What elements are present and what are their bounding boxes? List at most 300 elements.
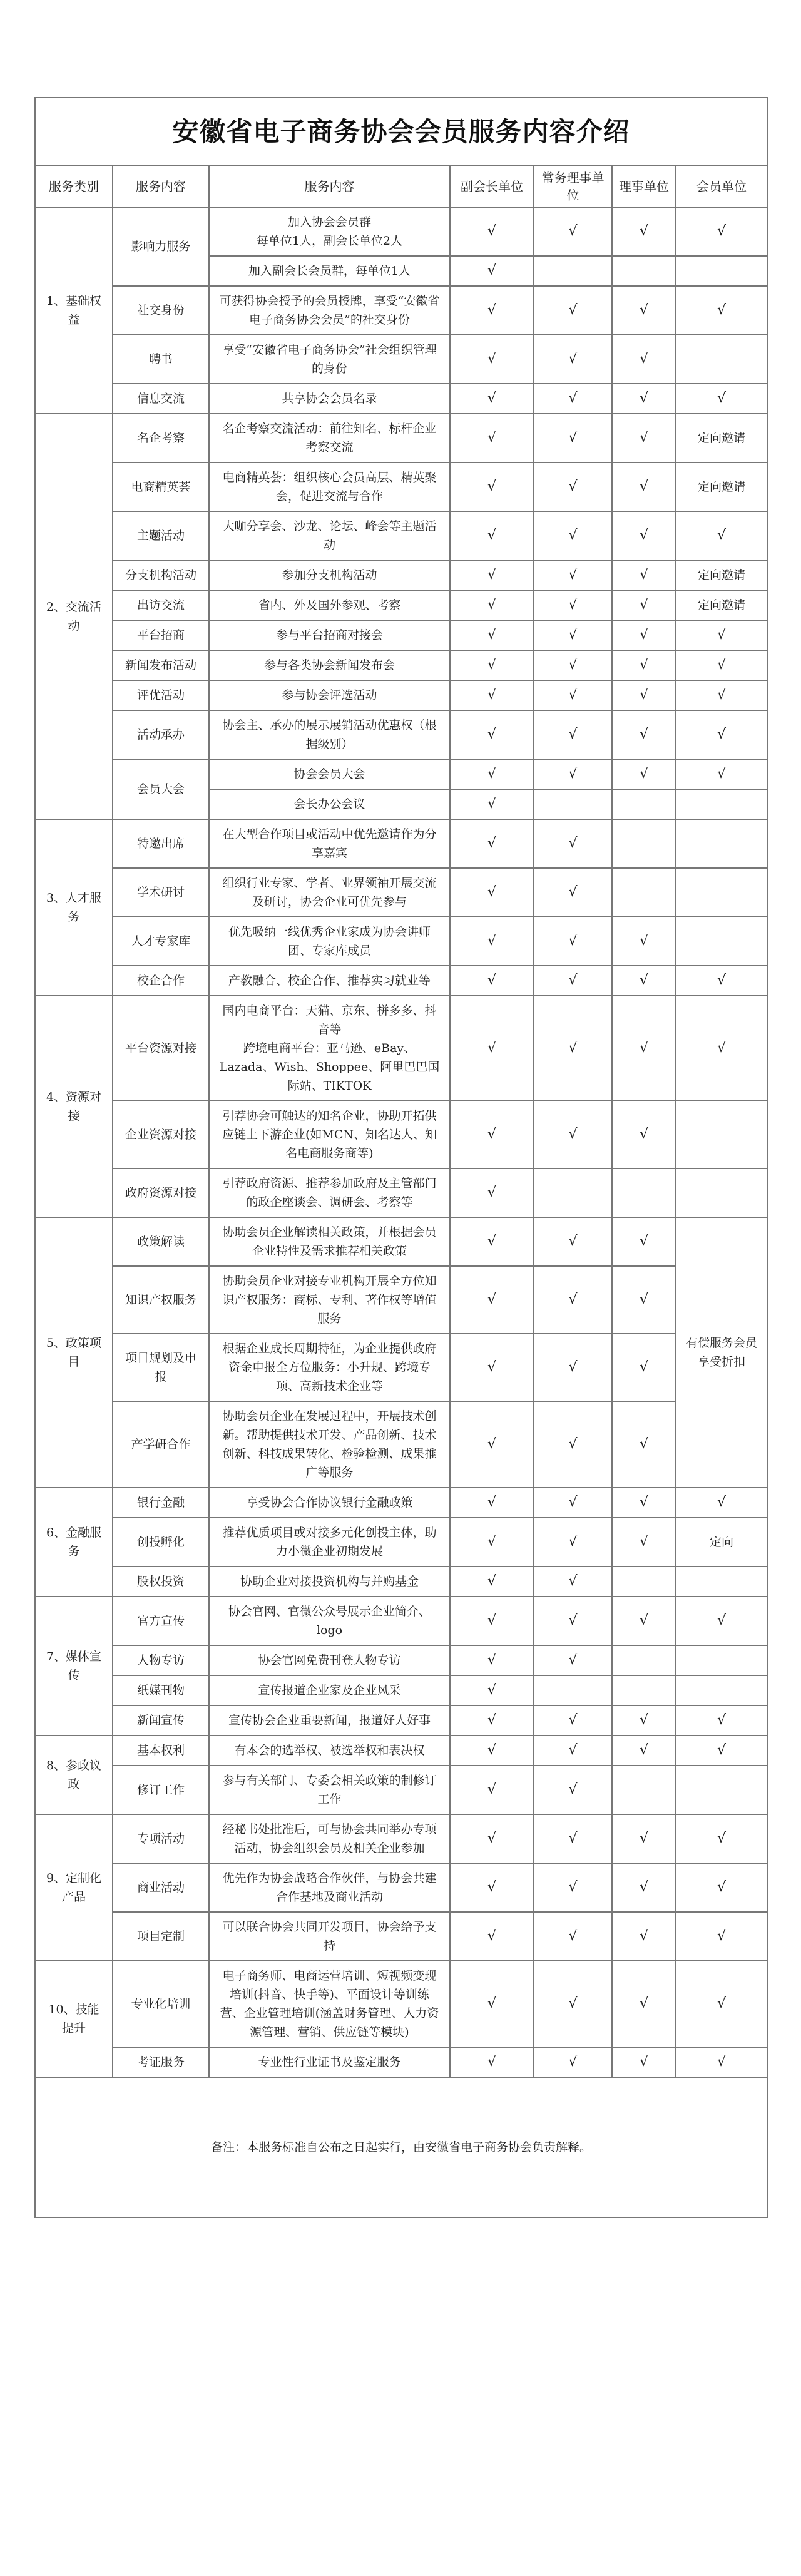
description-cell: 加入副会长会员群，每单位1人 bbox=[209, 256, 450, 286]
check-mark-cell: √ bbox=[534, 1961, 612, 2047]
check-mark-cell bbox=[612, 1766, 676, 1814]
check-mark-cell: √ bbox=[534, 1266, 612, 1334]
item-cell: 会员大会 bbox=[113, 759, 209, 819]
check-mark-cell bbox=[676, 1675, 767, 1705]
table-row bbox=[35, 1567, 767, 1597]
description-cell: 省内、外及国外参观、考察 bbox=[209, 590, 450, 620]
description-cell: 共享协会会员名录 bbox=[209, 384, 450, 414]
description-cell: 优先作为协会战略合作伙伴，与协会共建合作基地及商业活动 bbox=[209, 1863, 450, 1912]
description-cell: 宣传协会企业重要新闻，报道好人好事 bbox=[209, 1705, 450, 1735]
header-row bbox=[35, 166, 767, 207]
check-mark-cell: √ bbox=[534, 868, 612, 917]
check-mark-cell: √ bbox=[450, 680, 534, 710]
check-mark-cell: √ bbox=[534, 1567, 612, 1597]
check-mark-cell: √ bbox=[450, 414, 534, 463]
item-cell: 专业化培训 bbox=[113, 1961, 209, 2047]
description-cell: 协助会员企业对接专业机构开展全方位知识产权服务：商标、专利、著作权等增值服务 bbox=[209, 1266, 450, 1334]
services-document bbox=[34, 97, 767, 2218]
check-mark-cell: √ bbox=[676, 996, 767, 1101]
table-row bbox=[35, 966, 767, 996]
table-row bbox=[35, 1518, 767, 1567]
check-mark-cell: √ bbox=[534, 1217, 612, 1266]
check-mark-cell: √ bbox=[534, 710, 612, 759]
check-mark-cell: √ bbox=[676, 384, 767, 414]
check-mark-cell: √ bbox=[450, 1814, 534, 1863]
check-mark-cell: √ bbox=[450, 286, 534, 335]
footer-note: 备注：本服务标准自公布之日起实行，由安徽省电子商务协会负责解释。 bbox=[35, 2077, 767, 2217]
table-row bbox=[35, 1814, 767, 1863]
check-mark-cell: √ bbox=[534, 511, 612, 560]
table-row bbox=[35, 1101, 767, 1168]
scope-note-cell: 定向邀请 bbox=[676, 463, 767, 511]
table-row bbox=[35, 463, 767, 511]
table-row bbox=[35, 917, 767, 966]
item-cell: 学术研讨 bbox=[113, 868, 209, 917]
check-mark-cell: √ bbox=[676, 680, 767, 710]
check-mark-cell: √ bbox=[534, 1705, 612, 1735]
check-mark-cell: √ bbox=[612, 463, 676, 511]
check-mark-cell: √ bbox=[534, 650, 612, 680]
description-cell: 大咖分享会、沙龙、论坛、峰会等主题活动 bbox=[209, 511, 450, 560]
check-mark-cell: √ bbox=[612, 917, 676, 966]
description-cell: 参与协会评选活动 bbox=[209, 680, 450, 710]
check-mark-cell: √ bbox=[676, 1961, 767, 2047]
check-mark-cell: √ bbox=[612, 1735, 676, 1766]
description-cell: 参加分支机构活动 bbox=[209, 560, 450, 590]
category-cell: 5、政策项目 bbox=[35, 1217, 113, 1488]
description-cell: 专业性行业证书及鉴定服务 bbox=[209, 2047, 450, 2077]
check-mark-cell: √ bbox=[612, 996, 676, 1101]
check-mark-cell: √ bbox=[676, 1597, 767, 1645]
check-mark-cell bbox=[534, 256, 612, 286]
description-cell: 协会会员大会 bbox=[209, 759, 450, 789]
header-executive-director-unit: 常务理事单位 bbox=[534, 166, 612, 207]
check-mark-cell: √ bbox=[450, 2047, 534, 2077]
table-row bbox=[35, 868, 767, 917]
header-category: 服务类别 bbox=[35, 166, 113, 207]
check-mark-cell bbox=[612, 256, 676, 286]
check-mark-cell: √ bbox=[450, 463, 534, 511]
check-mark-cell bbox=[676, 789, 767, 819]
check-mark-cell: √ bbox=[534, 590, 612, 620]
check-mark-cell bbox=[612, 1168, 676, 1217]
item-cell: 官方宣传 bbox=[113, 1597, 209, 1645]
item-cell: 名企考察 bbox=[113, 414, 209, 463]
check-mark-cell: √ bbox=[450, 650, 534, 680]
check-mark-cell: √ bbox=[612, 710, 676, 759]
header-member-unit: 会员单位 bbox=[676, 166, 767, 207]
check-mark-cell bbox=[612, 1567, 676, 1597]
table-row bbox=[35, 286, 767, 335]
table-row bbox=[35, 1334, 767, 1401]
check-mark-cell: √ bbox=[534, 620, 612, 650]
check-mark-cell: √ bbox=[534, 917, 612, 966]
check-mark-cell: √ bbox=[612, 207, 676, 256]
check-mark-cell: √ bbox=[450, 789, 534, 819]
check-mark-cell: √ bbox=[450, 590, 534, 620]
scope-note-cell: 定向邀请 bbox=[676, 414, 767, 463]
header-director-unit: 理事单位 bbox=[612, 166, 676, 207]
check-mark-cell: √ bbox=[612, 620, 676, 650]
description-cell: 享受协会合作协议银行金融政策 bbox=[209, 1488, 450, 1518]
check-mark-cell: √ bbox=[450, 710, 534, 759]
item-cell: 新闻宣传 bbox=[113, 1705, 209, 1735]
check-mark-cell: √ bbox=[534, 1101, 612, 1168]
item-cell: 基本权利 bbox=[113, 1735, 209, 1766]
check-mark-cell: √ bbox=[676, 759, 767, 789]
scope-note-cell: 定向 bbox=[676, 1518, 767, 1567]
check-mark-cell: √ bbox=[450, 1766, 534, 1814]
description-cell: 产教融合、校企合作、推荐实习就业等 bbox=[209, 966, 450, 996]
description-cell: 经秘书处批准后，可与协会共同举办专项活动，协会组织会员及相关企业参加 bbox=[209, 1814, 450, 1863]
check-mark-cell: √ bbox=[676, 966, 767, 996]
check-mark-cell: √ bbox=[534, 680, 612, 710]
description-cell: 协会官网免费刊登人物专访 bbox=[209, 1645, 450, 1675]
check-mark-cell: √ bbox=[534, 1863, 612, 1912]
check-mark-cell: √ bbox=[612, 966, 676, 996]
check-mark-cell: √ bbox=[450, 1488, 534, 1518]
description-cell: 引荐政府资源、推荐参加政府及主管部门的政企座谈会、调研会、考察等 bbox=[209, 1168, 450, 1217]
description-cell: 可以联合协会共同开发项目，协会给予支持 bbox=[209, 1912, 450, 1961]
check-mark-cell: √ bbox=[534, 1401, 612, 1488]
check-mark-cell: √ bbox=[534, 560, 612, 590]
check-mark-cell: √ bbox=[450, 207, 534, 256]
check-mark-cell bbox=[676, 335, 767, 384]
item-cell: 特邀出席 bbox=[113, 819, 209, 868]
check-mark-cell: √ bbox=[676, 1912, 767, 1961]
item-cell: 影响力服务 bbox=[113, 207, 209, 286]
table-row bbox=[35, 1735, 767, 1766]
check-mark-cell: √ bbox=[676, 710, 767, 759]
check-mark-cell: √ bbox=[534, 1766, 612, 1814]
scope-note-cell: 定向邀请 bbox=[676, 590, 767, 620]
check-mark-cell bbox=[676, 819, 767, 868]
check-mark-cell: √ bbox=[534, 1735, 612, 1766]
check-mark-cell: √ bbox=[534, 286, 612, 335]
check-mark-cell: √ bbox=[612, 1401, 676, 1488]
check-mark-cell: √ bbox=[534, 207, 612, 256]
description-cell: 在大型合作项目或活动中优先邀请作为分享嘉宾 bbox=[209, 819, 450, 868]
item-cell: 考证服务 bbox=[113, 2047, 209, 2077]
header-vice-president-unit: 副会长单位 bbox=[450, 166, 534, 207]
table-row bbox=[35, 560, 767, 590]
check-mark-cell: √ bbox=[612, 1597, 676, 1645]
check-mark-cell: √ bbox=[612, 1334, 676, 1401]
check-mark-cell: √ bbox=[612, 511, 676, 560]
check-mark-cell: √ bbox=[612, 1961, 676, 2047]
check-mark-cell: √ bbox=[450, 620, 534, 650]
check-mark-cell: √ bbox=[534, 1597, 612, 1645]
check-mark-cell: √ bbox=[612, 1705, 676, 1735]
check-mark-cell bbox=[676, 917, 767, 966]
check-mark-cell: √ bbox=[612, 1912, 676, 1961]
check-mark-cell bbox=[612, 1675, 676, 1705]
check-mark-cell: √ bbox=[612, 1101, 676, 1168]
table-row bbox=[35, 1705, 767, 1735]
check-mark-cell: √ bbox=[450, 1168, 534, 1217]
check-mark-cell bbox=[612, 789, 676, 819]
description-cell: 可获得协会授予的会员授牌，享受“安徽省电子商务协会会员”的社交身份 bbox=[209, 286, 450, 335]
check-mark-cell: √ bbox=[612, 1863, 676, 1912]
category-cell: 1、基础权益 bbox=[35, 207, 113, 414]
check-mark-cell: √ bbox=[534, 1488, 612, 1518]
check-mark-cell: √ bbox=[612, 1266, 676, 1334]
table-row bbox=[35, 384, 767, 414]
description-cell: 组织行业专家、学者、业界领袖开展交流及研讨，协会企业可优先参与 bbox=[209, 868, 450, 917]
table-row bbox=[35, 335, 767, 384]
item-cell: 修订工作 bbox=[113, 1766, 209, 1814]
check-mark-cell bbox=[676, 1567, 767, 1597]
check-mark-cell: √ bbox=[450, 1567, 534, 1597]
check-mark-cell bbox=[534, 1168, 612, 1217]
check-mark-cell: √ bbox=[612, 759, 676, 789]
item-cell: 主题活动 bbox=[113, 511, 209, 560]
check-mark-cell: √ bbox=[450, 1645, 534, 1675]
check-mark-cell: √ bbox=[534, 966, 612, 996]
check-mark-cell: √ bbox=[676, 650, 767, 680]
item-cell: 商业活动 bbox=[113, 1863, 209, 1912]
table-row bbox=[35, 590, 767, 620]
category-cell: 4、资源对接 bbox=[35, 996, 113, 1217]
check-mark-cell: √ bbox=[450, 1863, 534, 1912]
check-mark-cell: √ bbox=[450, 759, 534, 789]
category-cell: 8、参政议政 bbox=[35, 1735, 113, 1814]
check-mark-cell: √ bbox=[450, 1675, 534, 1705]
check-mark-cell: √ bbox=[450, 256, 534, 286]
item-cell: 电商精英荟 bbox=[113, 463, 209, 511]
table-row bbox=[35, 2047, 767, 2077]
item-cell: 人才专家库 bbox=[113, 917, 209, 966]
check-mark-cell: √ bbox=[534, 1334, 612, 1401]
description-cell: 协助企业对接投资机构与并购基金 bbox=[209, 1567, 450, 1597]
description-cell: 推荐优质项目或对接多元化创投主体，助力小微企业初期发展 bbox=[209, 1518, 450, 1567]
item-cell: 信息交流 bbox=[113, 384, 209, 414]
check-mark-cell: √ bbox=[534, 759, 612, 789]
check-mark-cell: √ bbox=[450, 1735, 534, 1766]
item-cell: 社交身份 bbox=[113, 286, 209, 335]
check-mark-cell bbox=[676, 1766, 767, 1814]
description-cell: 参与平台招商对接会 bbox=[209, 620, 450, 650]
item-cell: 股权投资 bbox=[113, 1567, 209, 1597]
table-row bbox=[35, 1217, 767, 1266]
check-mark-cell: √ bbox=[450, 335, 534, 384]
check-mark-cell: √ bbox=[450, 917, 534, 966]
item-cell: 知识产权服务 bbox=[113, 1266, 209, 1334]
check-mark-cell: √ bbox=[450, 1217, 534, 1266]
item-cell: 创投孵化 bbox=[113, 1518, 209, 1567]
check-mark-cell: √ bbox=[612, 1814, 676, 1863]
check-mark-cell: √ bbox=[450, 1266, 534, 1334]
table-row bbox=[35, 1597, 767, 1645]
check-mark-cell: √ bbox=[676, 207, 767, 256]
category-cell: 9、定制化产品 bbox=[35, 1814, 113, 1961]
item-cell: 平台招商 bbox=[113, 620, 209, 650]
check-mark-cell: √ bbox=[534, 384, 612, 414]
item-cell: 政策解读 bbox=[113, 1217, 209, 1266]
check-mark-cell: √ bbox=[676, 1488, 767, 1518]
table-row bbox=[35, 1912, 767, 1961]
check-mark-cell bbox=[612, 1645, 676, 1675]
check-mark-cell: √ bbox=[450, 966, 534, 996]
scope-note-cell: 有偿服务会员享受折扣 bbox=[676, 1217, 767, 1488]
check-mark-cell: √ bbox=[450, 1912, 534, 1961]
check-mark-cell bbox=[534, 789, 612, 819]
check-mark-cell bbox=[612, 819, 676, 868]
check-mark-cell: √ bbox=[534, 819, 612, 868]
check-mark-cell: √ bbox=[450, 1101, 534, 1168]
table-row bbox=[35, 1645, 767, 1675]
check-mark-cell: √ bbox=[450, 511, 534, 560]
table-row bbox=[35, 414, 767, 463]
table-row bbox=[35, 1961, 767, 2047]
check-mark-cell: √ bbox=[534, 1645, 612, 1675]
table-row bbox=[35, 680, 767, 710]
item-cell: 纸媒刊物 bbox=[113, 1675, 209, 1705]
table-row bbox=[35, 620, 767, 650]
check-mark-cell: √ bbox=[676, 1705, 767, 1735]
table-row bbox=[35, 1266, 767, 1334]
table-row bbox=[35, 1401, 767, 1488]
check-mark-cell: √ bbox=[534, 335, 612, 384]
check-mark-cell: √ bbox=[612, 2047, 676, 2077]
check-mark-cell: √ bbox=[676, 511, 767, 560]
item-cell: 人物专访 bbox=[113, 1645, 209, 1675]
description-cell: 协助会员企业解读相关政策，并根据会员企业特性及需求推荐相关政策 bbox=[209, 1217, 450, 1266]
item-cell: 平台资源对接 bbox=[113, 996, 209, 1101]
category-cell: 10、技能提升 bbox=[35, 1961, 113, 2077]
table-row bbox=[35, 1766, 767, 1814]
check-mark-cell: √ bbox=[534, 1912, 612, 1961]
check-mark-cell: √ bbox=[450, 1705, 534, 1735]
check-mark-cell: √ bbox=[450, 1334, 534, 1401]
item-cell: 新闻发布活动 bbox=[113, 650, 209, 680]
check-mark-cell: √ bbox=[450, 1518, 534, 1567]
check-mark-cell: √ bbox=[450, 996, 534, 1101]
check-mark-cell bbox=[534, 1675, 612, 1705]
description-cell: 电商精英荟：组织核心会员高层、精英聚会，促进交流与合作 bbox=[209, 463, 450, 511]
category-cell: 2、交流活动 bbox=[35, 414, 113, 819]
page-title: 安徽省电子商务协会会员服务内容介绍 bbox=[35, 98, 767, 166]
description-cell: 参与有关部门、专委会相关政策的制修订工作 bbox=[209, 1766, 450, 1814]
check-mark-cell: √ bbox=[612, 335, 676, 384]
table-row bbox=[35, 1168, 767, 1217]
description-cell: 根据企业成长周期特征，为企业提供政府资金申报全方位服务：小升规、跨境专项、高新技术企业等 bbox=[209, 1334, 450, 1401]
table-row bbox=[35, 650, 767, 680]
item-cell: 评优活动 bbox=[113, 680, 209, 710]
category-cell: 3、人才服务 bbox=[35, 819, 113, 996]
check-mark-cell bbox=[612, 868, 676, 917]
table-row bbox=[35, 996, 767, 1101]
check-mark-cell: √ bbox=[676, 286, 767, 335]
description-cell: 有本会的选举权、被选举权和表决权 bbox=[209, 1735, 450, 1766]
table-row bbox=[35, 1863, 767, 1912]
item-cell: 项目定制 bbox=[113, 1912, 209, 1961]
table-row bbox=[35, 710, 767, 759]
item-cell: 聘书 bbox=[113, 335, 209, 384]
check-mark-cell: √ bbox=[676, 620, 767, 650]
item-cell: 企业资源对接 bbox=[113, 1101, 209, 1168]
description-cell: 协会主、承办的展示展销活动优惠权（根据级别） bbox=[209, 710, 450, 759]
check-mark-cell: √ bbox=[612, 590, 676, 620]
check-mark-cell: √ bbox=[534, 1518, 612, 1567]
check-mark-cell: √ bbox=[676, 2047, 767, 2077]
description-cell: 参与各类协会新闻发布会 bbox=[209, 650, 450, 680]
item-cell: 政府资源对接 bbox=[113, 1168, 209, 1217]
table-row bbox=[35, 207, 767, 256]
item-cell: 分支机构活动 bbox=[113, 560, 209, 590]
check-mark-cell: √ bbox=[534, 2047, 612, 2077]
check-mark-cell: √ bbox=[676, 1814, 767, 1863]
description-cell: 名企考察交流活动：前往知名、标杆企业考察交流 bbox=[209, 414, 450, 463]
check-mark-cell: √ bbox=[612, 384, 676, 414]
description-cell: 优先吸纳一线优秀企业家成为协会讲师团、专家库成员 bbox=[209, 917, 450, 966]
check-mark-cell: √ bbox=[676, 1863, 767, 1912]
check-mark-cell: √ bbox=[612, 680, 676, 710]
table-row bbox=[35, 1488, 767, 1518]
header-item: 服务内容 bbox=[113, 166, 209, 207]
check-mark-cell: √ bbox=[534, 1814, 612, 1863]
check-mark-cell: √ bbox=[612, 560, 676, 590]
check-mark-cell: √ bbox=[450, 868, 534, 917]
description-cell: 宣传报道企业家及企业风采 bbox=[209, 1675, 450, 1705]
check-mark-cell: √ bbox=[612, 650, 676, 680]
item-cell: 银行金融 bbox=[113, 1488, 209, 1518]
check-mark-cell bbox=[676, 1645, 767, 1675]
check-mark-cell: √ bbox=[450, 819, 534, 868]
table-row bbox=[35, 1675, 767, 1705]
table-row bbox=[35, 819, 767, 868]
check-mark-cell: √ bbox=[612, 1518, 676, 1567]
description-cell: 国内电商平台：天猫、京东、拼多多、抖音等 跨境电商平台：亚马逊、eBay、Lazada、Wish、Shoppee、阿里巴巴国际站、TIKTOK bbox=[209, 996, 450, 1101]
check-mark-cell: √ bbox=[450, 1401, 534, 1488]
check-mark-cell: √ bbox=[534, 996, 612, 1101]
check-mark-cell: √ bbox=[612, 286, 676, 335]
check-mark-cell bbox=[676, 1168, 767, 1217]
table-row bbox=[35, 511, 767, 560]
description-cell: 享受“安徽省电子商务协会”社会组织管理的身份 bbox=[209, 335, 450, 384]
check-mark-cell: √ bbox=[450, 1597, 534, 1645]
check-mark-cell: √ bbox=[612, 414, 676, 463]
table-row bbox=[35, 759, 767, 789]
check-mark-cell bbox=[676, 1101, 767, 1168]
description-cell: 会长办公会议 bbox=[209, 789, 450, 819]
check-mark-cell bbox=[676, 868, 767, 917]
check-mark-cell: √ bbox=[450, 1961, 534, 2047]
services-table bbox=[34, 97, 768, 2218]
check-mark-cell: √ bbox=[450, 560, 534, 590]
check-mark-cell: √ bbox=[676, 1735, 767, 1766]
check-mark-cell: √ bbox=[534, 463, 612, 511]
category-cell: 6、金融服务 bbox=[35, 1488, 113, 1597]
item-cell: 专项活动 bbox=[113, 1814, 209, 1863]
description-cell: 电子商务师、电商运营培训、短视频变现培训(抖音、快手等)、平面设计等训练营、企业管理培训(涵盖财务管理、人力资源管理、营销、供应链等模块) bbox=[209, 1961, 450, 2047]
description-cell: 加入协会会员群 每单位1人，副会长单位2人 bbox=[209, 207, 450, 256]
description-cell: 协会官网、官微公众号展示企业简介、logo bbox=[209, 1597, 450, 1645]
check-mark-cell: √ bbox=[612, 1217, 676, 1266]
description-cell: 引荐协会可触达的知名企业，协助开拓供应链上下游企业(如MCN、知名达人、知名电商服务商等) bbox=[209, 1101, 450, 1168]
check-mark-cell bbox=[676, 256, 767, 286]
scope-note-cell: 定向邀请 bbox=[676, 560, 767, 590]
item-cell: 产学研合作 bbox=[113, 1401, 209, 1488]
check-mark-cell: √ bbox=[612, 1488, 676, 1518]
check-mark-cell: √ bbox=[534, 414, 612, 463]
check-mark-cell: √ bbox=[450, 384, 534, 414]
item-cell: 校企合作 bbox=[113, 966, 209, 996]
category-cell: 7、媒体宣传 bbox=[35, 1597, 113, 1735]
item-cell: 项目规划及申报 bbox=[113, 1334, 209, 1401]
header-description: 服务内容 bbox=[209, 166, 450, 207]
item-cell: 出访交流 bbox=[113, 590, 209, 620]
